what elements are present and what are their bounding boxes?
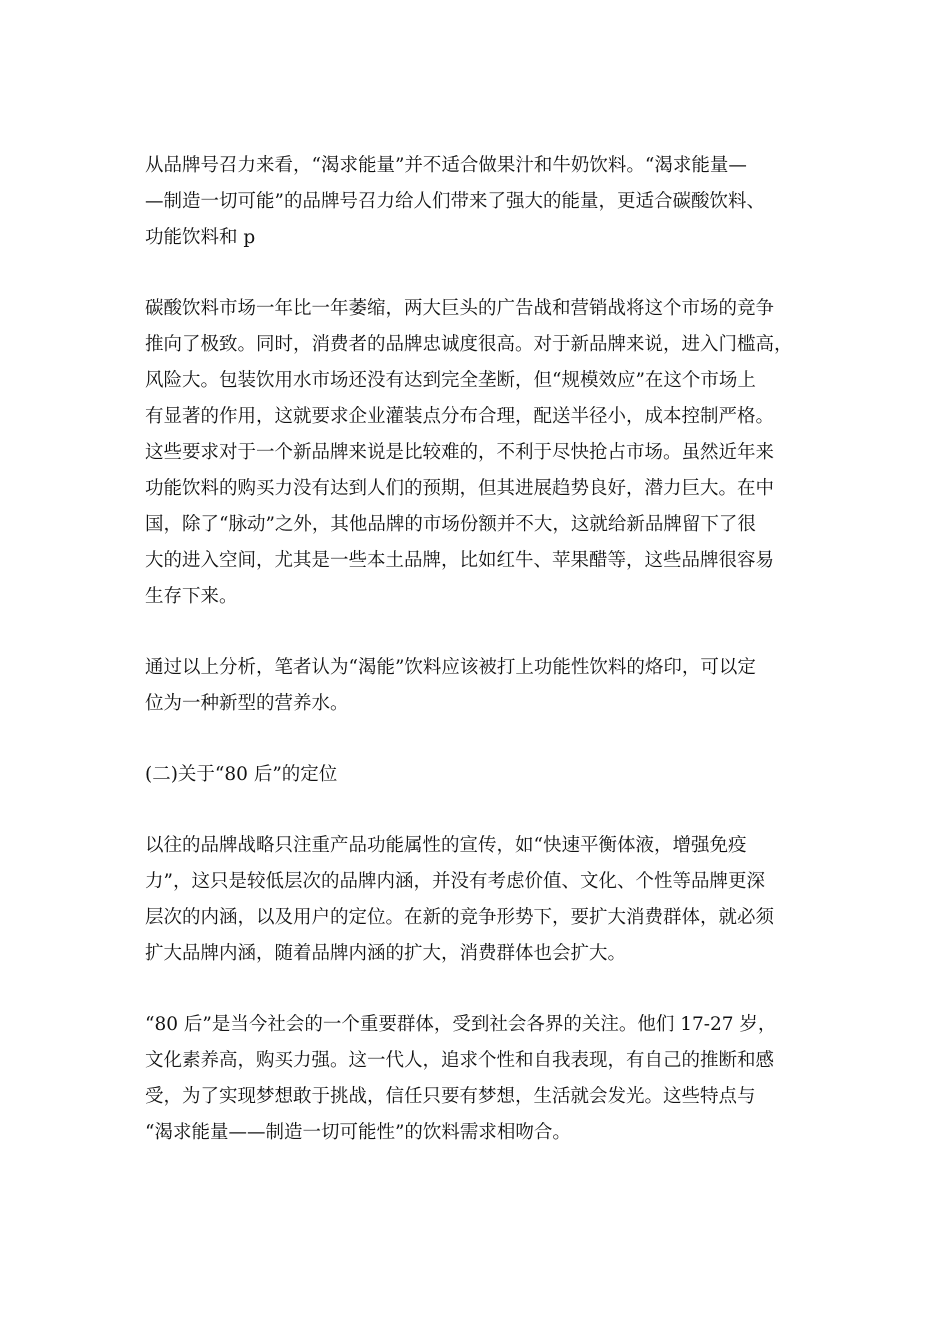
text-line: “渴求能量——制造一切可能性”的饮料需求相吻合。 xyxy=(145,1122,571,1143)
text-line: 以往的品牌战略只注重产品功能属性的宣传，如“快速平衡体液，增强免疫 xyxy=(145,835,747,856)
text-line: —制造一切可能”的品牌号召力给人们带来了强大的能量，更适合碳酸饮料、 xyxy=(145,191,765,212)
paragraph-gap xyxy=(145,722,810,757)
paragraph-brand-strategy xyxy=(145,828,810,972)
text-line: 扩大品牌内涵，随着品牌内涵的扩大，消费群体也会扩大。 xyxy=(145,943,627,964)
text-line: 大的进入空间，尤其是一些本土品牌，比如红牛、苹果醋等，这些品牌很容易 xyxy=(145,550,775,571)
heading-line: (二)关于“80 后”的定位 xyxy=(145,764,338,785)
text-line: 受，为了实现梦想敢于挑战，信任只要有梦想，生活就会发光。这些特点与 xyxy=(145,1086,756,1107)
text-line: 通过以上分析，笔者认为“渴能”饮料应该被打上功能性饮料的烙印，可以定 xyxy=(145,657,756,678)
paragraph-gap xyxy=(145,793,810,828)
section-heading xyxy=(145,757,810,793)
text-line: 位为一种新型的营养水。 xyxy=(145,693,349,714)
text-line: 碳酸饮料市场一年比一年萎缩，两大巨头的广告战和营销战将这个市场的竞争 xyxy=(145,298,775,319)
text-line: 文化素养高，购买力强。这一代人，追求个性和自我表现，有自己的推断和感 xyxy=(145,1050,775,1071)
paragraph-gap xyxy=(145,615,810,650)
paragraph-post-80s xyxy=(145,1007,810,1151)
text-line: 国，除了“脉动”之外，其他品牌的市场份额并不大，这就给新品牌留下了很 xyxy=(145,514,756,535)
text-line: 功能饮料和 p xyxy=(145,227,256,248)
text-line: “80 后”是当今社会的一个重要群体，受到社会各界的关注。他们 17-27 岁， xyxy=(145,1014,777,1035)
text-line: 推向了极致。同时，消费者的品牌忠诚度很高。对于新品牌来说，进入门槛高， xyxy=(145,334,793,355)
text-line: 这些要求对于一个新品牌来说是比较难的，不利于尽快抢占市场。虽然近年来 xyxy=(145,442,775,463)
document-body xyxy=(145,148,810,1151)
paragraph-gap xyxy=(145,972,810,1007)
paragraph-conclusion xyxy=(145,650,810,722)
paragraph-brand-appeal xyxy=(145,148,810,256)
text-line: 有显著的作用，这就要求企业灌装点分布合理，配送半径小，成本控制严格。 xyxy=(145,406,775,427)
text-line: 风险大。包装饮用水市场还没有达到完全垄断，但“规模效应”在这个市场上 xyxy=(145,370,756,391)
paragraph-gap xyxy=(145,256,810,291)
paragraph-market-analysis xyxy=(145,291,810,615)
text-line: 层次的内涵，以及用户的定位。在新的竞争形势下，要扩大消费群体，就必须 xyxy=(145,907,775,928)
text-line: 从品牌号召力来看，“渴求能量”并不适合做果汁和牛奶饮料。“渴求能量— xyxy=(145,155,747,176)
text-line: 功能饮料的购买力没有达到人们的预期，但其进展趋势良好，潜力巨大。在中 xyxy=(145,478,775,499)
text-line: 生存下来。 xyxy=(145,586,238,607)
text-line: 力”，这只是较低层次的品牌内涵，并没有考虑价值、文化、个性等品牌更深 xyxy=(145,871,765,892)
